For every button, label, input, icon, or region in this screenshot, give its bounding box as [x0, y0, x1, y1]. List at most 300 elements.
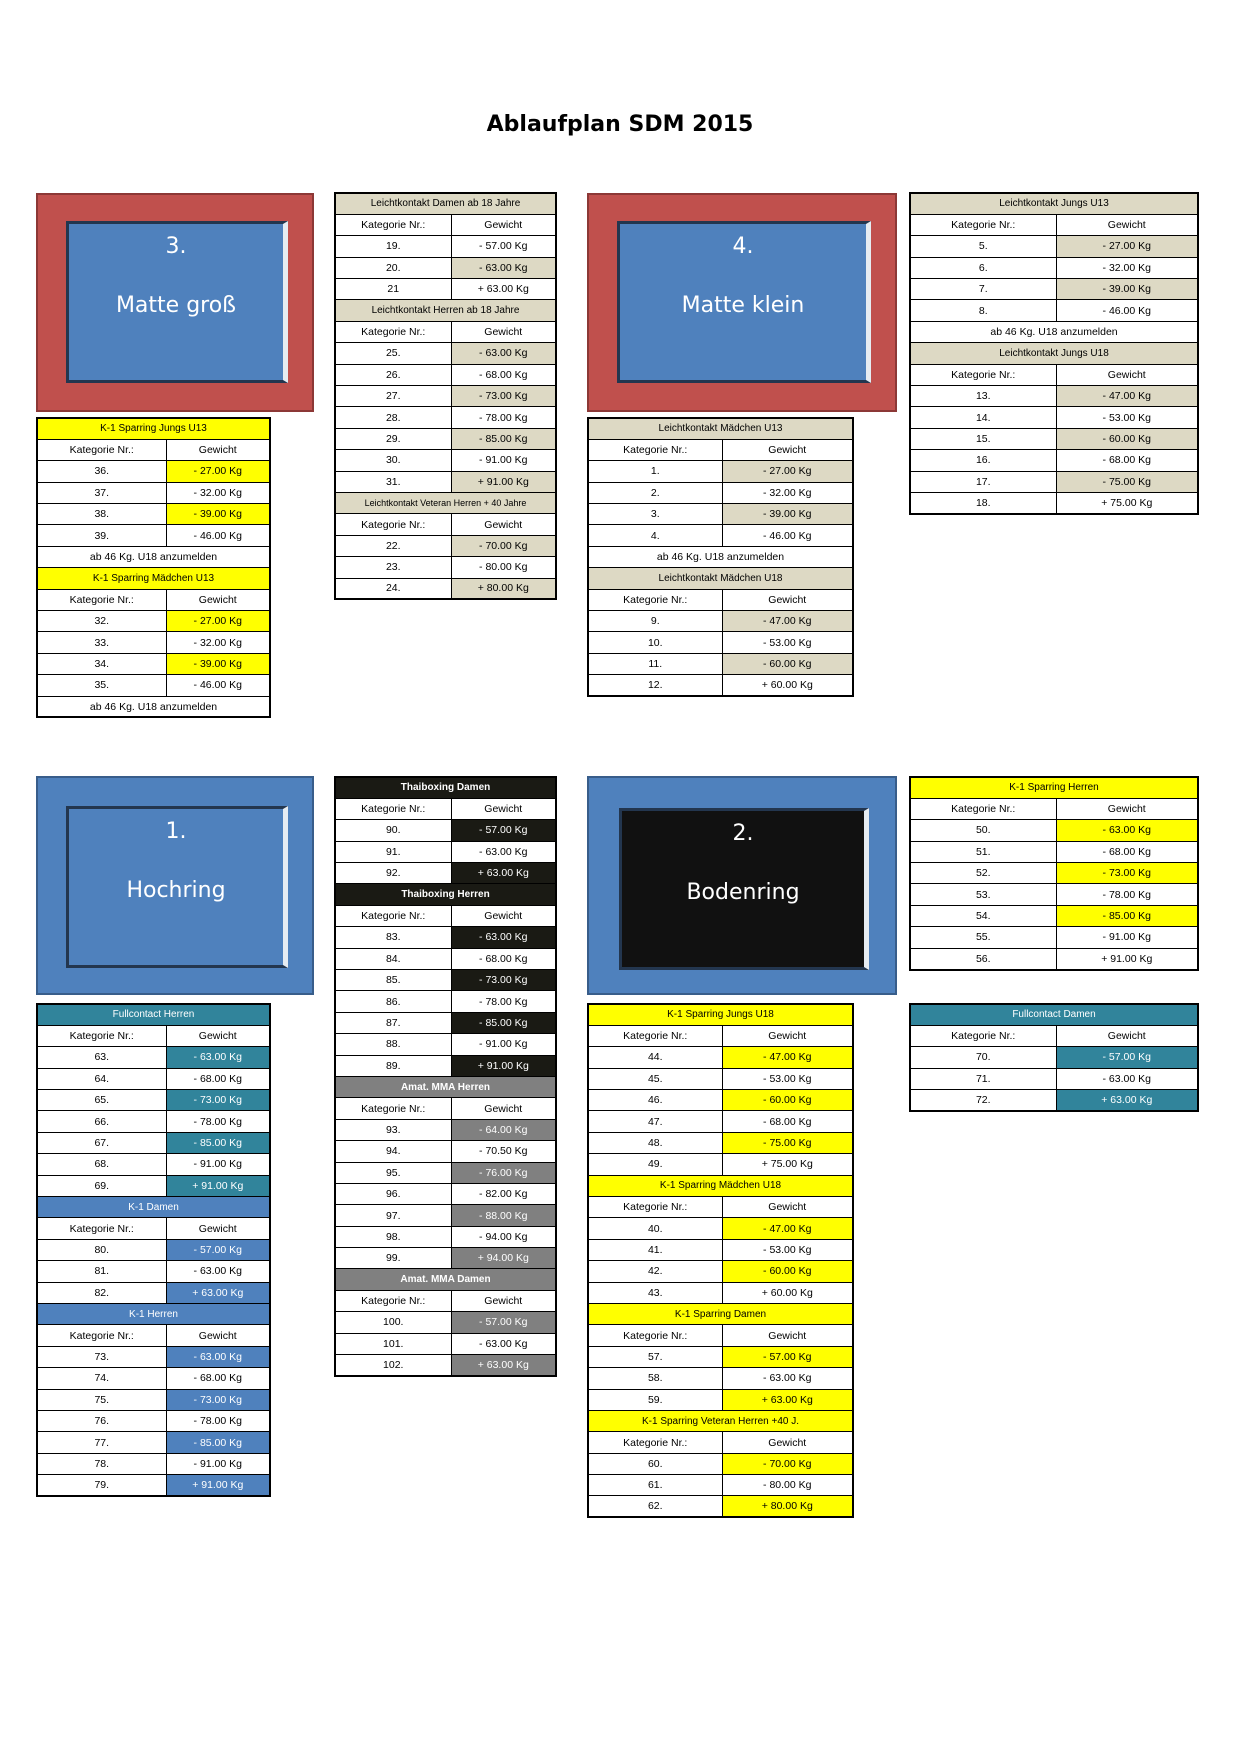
table-row — [335, 535, 556, 556]
category-number: 56. — [910, 948, 1056, 969]
category-number: 10. — [588, 632, 722, 653]
registration-note: ab 46 Kg. U18 anzumelden — [37, 546, 270, 567]
weight-cell: - 63.00 Kg — [166, 1346, 270, 1367]
table-row — [37, 1132, 270, 1153]
category-number: 94. — [335, 1141, 451, 1162]
weight-cell: - 78.00 Kg — [451, 991, 556, 1012]
mat-2 — [587, 776, 897, 995]
column-header-category: Kategorie Nr.: — [910, 364, 1056, 385]
table-row — [37, 1346, 270, 1367]
column-header-weight: Gewicht — [722, 439, 853, 460]
weight-cell: - 70.50 Kg — [451, 1141, 556, 1162]
weight-cell: - 88.00 Kg — [451, 1205, 556, 1226]
category-number: 73. — [37, 1346, 166, 1367]
weight-cell: + 91.00 Kg — [166, 1175, 270, 1196]
table-row — [910, 257, 1198, 278]
table-row — [910, 1047, 1198, 1068]
category-number: 70. — [910, 1047, 1056, 1068]
weight-cell: - 53.00 Kg — [1056, 407, 1198, 428]
table-row — [588, 1282, 853, 1303]
category-title: Fullcontact Herren — [37, 1004, 270, 1025]
category-number: 2. — [588, 482, 722, 503]
table-row — [335, 578, 556, 599]
table-row — [588, 1047, 853, 1068]
category-number: 37. — [37, 482, 166, 503]
category-number: 29. — [335, 428, 451, 449]
registration-note: ab 46 Kg. U18 anzumelden — [588, 546, 853, 567]
column-header-category: Kategorie Nr.: — [335, 1098, 451, 1119]
tbl-g — [36, 1003, 271, 1497]
table-row — [588, 1368, 853, 1389]
column-header-weight: Gewicht — [166, 1218, 270, 1239]
column-header-category: Kategorie Nr.: — [335, 1290, 451, 1311]
category-number: 23. — [335, 557, 451, 578]
tbl-a — [334, 192, 557, 600]
weight-cell: - 47.00 Kg — [1056, 386, 1198, 407]
category-number: 95. — [335, 1162, 451, 1183]
weight-cell: - 39.00 Kg — [166, 504, 270, 525]
category-number: 40. — [588, 1218, 722, 1239]
table-row — [910, 1090, 1198, 1111]
weight-cell: + 75.00 Kg — [1056, 492, 1198, 513]
category-number: 45. — [588, 1068, 722, 1089]
weight-cell: - 91.00 Kg — [1056, 927, 1198, 948]
category-number: 84. — [335, 948, 451, 969]
column-header-category: Kategorie Nr.: — [335, 321, 451, 342]
category-number: 13. — [910, 386, 1056, 407]
table-row — [588, 1068, 853, 1089]
weight-cell: - 47.00 Kg — [722, 1047, 853, 1068]
category-number: 102. — [335, 1355, 451, 1376]
category-number: 82. — [37, 1282, 166, 1303]
table-row — [335, 991, 556, 1012]
category-number: 52. — [910, 863, 1056, 884]
table-row — [910, 884, 1198, 905]
table-row — [588, 482, 853, 503]
category-number: 78. — [37, 1453, 166, 1474]
category-number: 51. — [910, 841, 1056, 862]
weight-cell: - 91.00 Kg — [451, 450, 556, 471]
column-header-category: Kategorie Nr.: — [335, 798, 451, 819]
weight-cell: - 64.00 Kg — [451, 1119, 556, 1140]
weight-cell: - 57.00 Kg — [1056, 1047, 1198, 1068]
category-number: 59. — [588, 1389, 722, 1410]
category-number: 47. — [588, 1111, 722, 1132]
category-title: Amat. MMA Damen — [335, 1269, 556, 1290]
weight-cell: - 68.00 Kg — [722, 1111, 853, 1132]
weight-cell: - 63.00 Kg — [451, 1333, 556, 1354]
table-row — [37, 1475, 270, 1496]
weight-cell: + 63.00 Kg — [451, 1355, 556, 1376]
table-row — [910, 428, 1198, 449]
table-row — [910, 300, 1198, 321]
column-header-category: Kategorie Nr.: — [588, 1025, 722, 1046]
weight-cell: - 73.00 Kg — [451, 386, 556, 407]
weight-cell: - 60.00 Kg — [1056, 428, 1198, 449]
registration-note: ab 46 Kg. U18 anzumelden — [910, 321, 1198, 342]
column-header-weight: Gewicht — [451, 1290, 556, 1311]
category-number: 65. — [37, 1090, 166, 1111]
mat-number: 2. — [732, 821, 754, 846]
category-number: 22. — [335, 535, 451, 556]
mat-number: 1. — [165, 819, 187, 844]
weight-cell: - 46.00 Kg — [166, 675, 270, 696]
table-row — [335, 386, 556, 407]
category-number: 4. — [588, 525, 722, 546]
weight-cell: + 63.00 Kg — [722, 1389, 853, 1410]
table-row — [37, 1410, 270, 1431]
weight-cell: - 60.00 Kg — [722, 1261, 853, 1282]
table-row — [335, 364, 556, 385]
category-title: Leichtkontakt Veteran Herren + 40 Jahre — [335, 492, 556, 513]
table-row — [37, 1389, 270, 1410]
table-row — [37, 1090, 270, 1111]
weight-cell: - 85.00 Kg — [166, 1132, 270, 1153]
table-row — [335, 1034, 556, 1055]
category-number: 33. — [37, 632, 166, 653]
category-title: Leichtkontakt Damen ab 18 Jahre — [335, 193, 556, 214]
table-row — [588, 1261, 853, 1282]
column-header-weight: Gewicht — [1056, 1025, 1198, 1046]
category-number: 1. — [588, 461, 722, 482]
category-title: Leichtkontakt Herren ab 18 Jahre — [335, 300, 556, 321]
column-header-weight: Gewicht — [722, 1432, 853, 1453]
tbl-e — [334, 776, 557, 1377]
weight-cell: - 91.00 Kg — [166, 1154, 270, 1175]
weight-cell: - 63.00 Kg — [722, 1368, 853, 1389]
column-header-category: Kategorie Nr.: — [37, 439, 166, 460]
category-number: 24. — [335, 578, 451, 599]
table-row — [335, 257, 556, 278]
table-row — [588, 1218, 853, 1239]
category-number: 85. — [335, 970, 451, 991]
category-number: 87. — [335, 1012, 451, 1033]
category-number: 66. — [37, 1111, 166, 1132]
column-header-category: Kategorie Nr.: — [37, 1325, 166, 1346]
category-number: 61. — [588, 1475, 722, 1496]
weight-cell: - 63.00 Kg — [1056, 1068, 1198, 1089]
category-number: 35. — [37, 675, 166, 696]
table-row — [910, 948, 1198, 969]
category-number: 44. — [588, 1047, 722, 1068]
weight-cell: - 57.00 Kg — [722, 1346, 853, 1367]
weight-cell: + 63.00 Kg — [451, 279, 556, 300]
category-title: K-1 Sparring Mädchen U18 — [588, 1175, 853, 1196]
column-header-weight: Gewicht — [166, 439, 270, 460]
table-row — [910, 279, 1198, 300]
weight-cell: - 53.00 Kg — [722, 1068, 853, 1089]
weight-cell: - 53.00 Kg — [722, 1239, 853, 1260]
column-header-weight: Gewicht — [451, 321, 556, 342]
weight-cell: - 85.00 Kg — [451, 428, 556, 449]
weight-cell: - 80.00 Kg — [451, 557, 556, 578]
tbl-f — [909, 776, 1199, 971]
category-number: 21 — [335, 279, 451, 300]
category-title: K-1 Sparring Jungs U18 — [588, 1004, 853, 1025]
weight-cell: - 68.00 Kg — [1056, 841, 1198, 862]
table-row — [588, 461, 853, 482]
table-row — [335, 970, 556, 991]
table-row — [335, 948, 556, 969]
category-title: Leichtkontakt Jungs U13 — [910, 193, 1198, 214]
column-header-weight: Gewicht — [722, 589, 853, 610]
weight-cell: + 75.00 Kg — [722, 1154, 853, 1175]
category-number: 15. — [910, 428, 1056, 449]
category-number: 74. — [37, 1368, 166, 1389]
table-row — [335, 1312, 556, 1333]
category-number: 46. — [588, 1090, 722, 1111]
table-row — [335, 407, 556, 428]
category-title: Thaiboxing Damen — [335, 777, 556, 798]
column-header-category: Kategorie Nr.: — [37, 589, 166, 610]
table-row — [37, 1239, 270, 1260]
category-number: 53. — [910, 884, 1056, 905]
category-number: 86. — [335, 991, 451, 1012]
weight-cell: - 85.00 Kg — [166, 1432, 270, 1453]
table-row — [588, 1453, 853, 1474]
table-row — [335, 1055, 556, 1076]
category-number: 20. — [335, 257, 451, 278]
weight-cell: + 80.00 Kg — [451, 578, 556, 599]
table-row — [335, 1226, 556, 1247]
category-number: 55. — [910, 927, 1056, 948]
weight-cell: - 32.00 Kg — [722, 482, 853, 503]
table-row — [335, 471, 556, 492]
table-row — [335, 1205, 556, 1226]
weight-cell: - 85.00 Kg — [451, 1012, 556, 1033]
table-row — [335, 557, 556, 578]
table-row — [37, 653, 270, 674]
column-header-weight: Gewicht — [1056, 364, 1198, 385]
weight-cell: - 46.00 Kg — [1056, 300, 1198, 321]
table-row — [588, 611, 853, 632]
table-row — [335, 236, 556, 257]
column-header-category: Kategorie Nr.: — [335, 214, 451, 235]
weight-cell: - 27.00 Kg — [722, 461, 853, 482]
table-row — [335, 820, 556, 841]
column-header-weight: Gewicht — [1056, 798, 1198, 819]
weight-cell: - 68.00 Kg — [1056, 450, 1198, 471]
table-row — [910, 905, 1198, 926]
table-row — [588, 675, 853, 696]
category-title: Fullcontact Damen — [910, 1004, 1198, 1025]
mat-name: Hochring — [126, 878, 226, 903]
weight-cell: - 73.00 Kg — [1056, 863, 1198, 884]
table-row — [335, 863, 556, 884]
category-number: 17. — [910, 471, 1056, 492]
weight-cell: + 60.00 Kg — [722, 675, 853, 696]
category-number: 43. — [588, 1282, 722, 1303]
category-number: 71. — [910, 1068, 1056, 1089]
weight-cell: - 57.00 Kg — [451, 236, 556, 257]
category-title: K-1 Sparring Herren — [910, 777, 1198, 798]
weight-cell: - 70.00 Kg — [722, 1453, 853, 1474]
weight-cell: + 63.00 Kg — [1056, 1090, 1198, 1111]
category-number: 18. — [910, 492, 1056, 513]
column-header-category: Kategorie Nr.: — [588, 589, 722, 610]
weight-cell: - 68.00 Kg — [451, 364, 556, 385]
category-title: Leichtkontakt Jungs U18 — [910, 343, 1198, 364]
table-row — [910, 492, 1198, 513]
category-number: 64. — [37, 1068, 166, 1089]
category-title: K-1 Damen — [37, 1197, 270, 1218]
weight-cell: - 85.00 Kg — [1056, 905, 1198, 926]
category-number: 92. — [335, 863, 451, 884]
mat-3 — [36, 193, 314, 412]
weight-cell: - 63.00 Kg — [451, 841, 556, 862]
weight-cell: + 80.00 Kg — [722, 1496, 853, 1517]
category-title: K-1 Sparring Jungs U13 — [37, 418, 270, 439]
category-number: 34. — [37, 653, 166, 674]
category-number: 42. — [588, 1261, 722, 1282]
table-row — [910, 386, 1198, 407]
category-number: 58. — [588, 1368, 722, 1389]
column-header-weight: Gewicht — [166, 1025, 270, 1046]
tbl-i — [909, 1003, 1199, 1112]
category-number: 79. — [37, 1475, 166, 1496]
category-number: 5. — [910, 236, 1056, 257]
category-number: 68. — [37, 1154, 166, 1175]
column-header-category: Kategorie Nr.: — [588, 1197, 722, 1218]
category-number: 90. — [335, 820, 451, 841]
table-row — [910, 863, 1198, 884]
weight-cell: - 39.00 Kg — [166, 653, 270, 674]
column-header-weight: Gewicht — [722, 1025, 853, 1046]
table-row — [910, 236, 1198, 257]
category-number: 98. — [335, 1226, 451, 1247]
table-row — [335, 343, 556, 364]
mat-name: Matte groß — [115, 293, 237, 318]
table-row — [335, 1355, 556, 1376]
category-number: 49. — [588, 1154, 722, 1175]
weight-cell: - 47.00 Kg — [722, 1218, 853, 1239]
category-title: K-1 Herren — [37, 1303, 270, 1324]
table-row — [37, 1111, 270, 1132]
category-number: 100. — [335, 1312, 451, 1333]
mat-name: Bodenring — [686, 880, 800, 905]
weight-cell: - 91.00 Kg — [166, 1453, 270, 1474]
column-header-category: Kategorie Nr.: — [335, 905, 451, 926]
weight-cell: - 63.00 Kg — [166, 1261, 270, 1282]
weight-cell: - 94.00 Kg — [451, 1226, 556, 1247]
table-row — [335, 1012, 556, 1033]
table-row — [588, 1154, 853, 1175]
category-number: 54. — [910, 905, 1056, 926]
weight-cell: - 78.00 Kg — [451, 407, 556, 428]
column-header-category: Kategorie Nr.: — [37, 1218, 166, 1239]
category-title: K-1 Sparring Damen — [588, 1303, 853, 1324]
category-number: 75. — [37, 1389, 166, 1410]
tbl-h — [587, 1003, 854, 1518]
table-row — [335, 1183, 556, 1204]
table-row — [335, 428, 556, 449]
weight-cell: - 70.00 Kg — [451, 535, 556, 556]
table-row — [37, 632, 270, 653]
column-header-category: Kategorie Nr.: — [37, 1025, 166, 1046]
category-number: 62. — [588, 1496, 722, 1517]
mat-number: 3. — [165, 234, 187, 259]
category-number: 81. — [37, 1261, 166, 1282]
table-row — [335, 450, 556, 471]
category-number: 93. — [335, 1119, 451, 1140]
weight-cell: - 63.00 Kg — [451, 927, 556, 948]
category-number: 91. — [335, 841, 451, 862]
category-number: 9. — [588, 611, 722, 632]
weight-cell: - 68.00 Kg — [451, 948, 556, 969]
table-row — [37, 675, 270, 696]
category-number: 38. — [37, 504, 166, 525]
table-row — [588, 525, 853, 546]
column-header-weight: Gewicht — [722, 1325, 853, 1346]
category-number: 69. — [37, 1175, 166, 1196]
category-title: Leichtkontakt Mädchen U18 — [588, 568, 853, 589]
category-number: 7. — [910, 279, 1056, 300]
category-number: 72. — [910, 1090, 1056, 1111]
column-header-category: Kategorie Nr.: — [910, 214, 1056, 235]
table-row — [37, 1175, 270, 1196]
tbl-b — [909, 192, 1199, 515]
table-row — [588, 1496, 853, 1517]
table-row — [335, 927, 556, 948]
category-title: Leichtkontakt Mädchen U13 — [588, 418, 853, 439]
column-header-weight: Gewicht — [166, 589, 270, 610]
weight-cell: + 91.00 Kg — [166, 1475, 270, 1496]
tbl-d — [587, 417, 854, 697]
weight-cell: - 91.00 Kg — [451, 1034, 556, 1055]
category-number: 12. — [588, 675, 722, 696]
table-row — [37, 1432, 270, 1453]
category-number: 41. — [588, 1239, 722, 1260]
category-number: 60. — [588, 1453, 722, 1474]
table-row — [37, 461, 270, 482]
table-row — [335, 1119, 556, 1140]
category-number: 39. — [37, 525, 166, 546]
category-number: 11. — [588, 653, 722, 674]
mat-1 — [36, 776, 314, 995]
weight-cell: - 60.00 Kg — [722, 1090, 853, 1111]
weight-cell: - 78.00 Kg — [166, 1410, 270, 1431]
category-number: 27. — [335, 386, 451, 407]
weight-cell: - 39.00 Kg — [722, 504, 853, 525]
weight-cell: - 63.00 Kg — [1056, 820, 1198, 841]
weight-cell: - 82.00 Kg — [451, 1183, 556, 1204]
column-header-weight: Gewicht — [166, 1325, 270, 1346]
category-number: 50. — [910, 820, 1056, 841]
weight-cell: + 63.00 Kg — [451, 863, 556, 884]
table-row — [37, 504, 270, 525]
weight-cell: - 32.00 Kg — [166, 632, 270, 653]
weight-cell: - 63.00 Kg — [451, 257, 556, 278]
category-number: 76. — [37, 1410, 166, 1431]
weight-cell: - 39.00 Kg — [1056, 279, 1198, 300]
category-number: 30. — [335, 450, 451, 471]
table-row — [588, 1346, 853, 1367]
column-header-weight: Gewicht — [451, 798, 556, 819]
table-row — [335, 841, 556, 862]
table-row — [910, 407, 1198, 428]
table-row — [37, 1453, 270, 1474]
weight-cell: + 60.00 Kg — [722, 1282, 853, 1303]
category-number: 25. — [335, 343, 451, 364]
registration-note: ab 46 Kg. U18 anzumelden — [37, 696, 270, 717]
weight-cell: - 76.00 Kg — [451, 1162, 556, 1183]
column-header-category: Kategorie Nr.: — [335, 514, 451, 535]
table-row — [335, 1162, 556, 1183]
category-title: Thaiboxing Herren — [335, 884, 556, 905]
weight-cell: - 68.00 Kg — [166, 1368, 270, 1389]
mat-number: 4. — [732, 234, 754, 259]
category-number: 31. — [335, 471, 451, 492]
